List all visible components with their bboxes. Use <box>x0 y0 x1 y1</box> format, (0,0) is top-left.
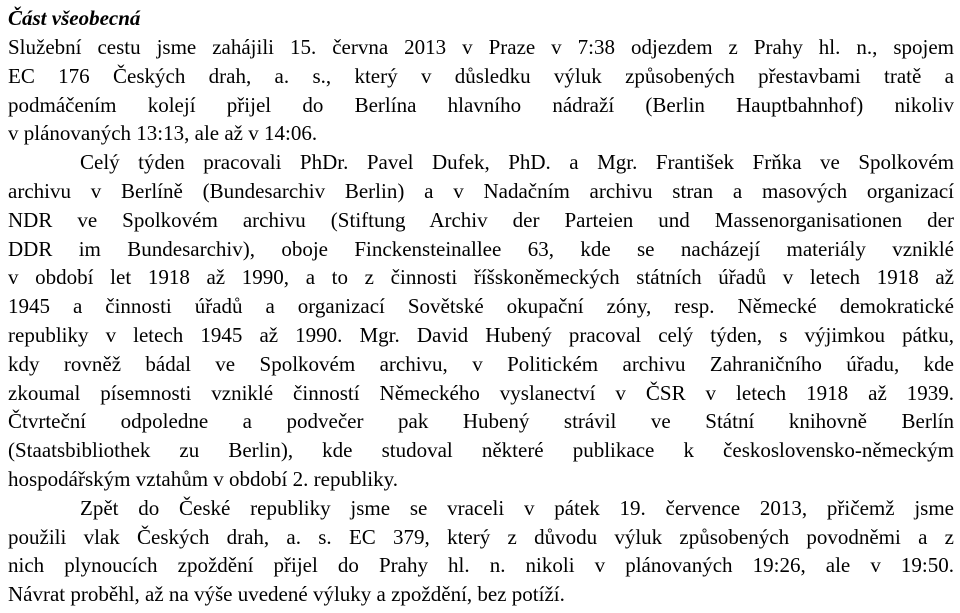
text-line: v období let 1918 až 1990, a to z činnosti říšskoněmeckých státních úřadů v letech 1918 až <box>8 265 954 290</box>
text-line: hospodářským vztahům v období 2. republiky. <box>8 466 399 491</box>
text-line: Celý týden pracovali PhDr. Pavel Dufek, PhD. a Mgr. František Frňka ve Spolkovém <box>80 150 954 175</box>
section-heading: Část všeobecná <box>8 6 141 30</box>
body-text <box>8 33 954 609</box>
text-line: nich plynoucích zpoždění přijel do Prahy hl. n. nikoli v plánovaných 19:26, ale v 19:50. <box>8 553 954 578</box>
text-line: kdy rovněž bádal ve Spolkovém archivu, v Politickém archivu Zahraničního úřadu, kde <box>8 351 954 376</box>
text-line: NDR ve Spolkovém archivu (Stiftung Archiv der Parteien und Massenorganisationen der <box>8 207 954 232</box>
text-line: Zpět do České republiky jsme se vraceli v pátek 19. července 2013, přičemž jsme <box>80 495 954 520</box>
text-line: EC 176 Českých drah, a. s., který v důsledku výluk způsobených přestavbami tratě a <box>8 63 954 88</box>
text-line: Čtvrteční odpoledne a podvečer pak Hubený strávil ve Státní knihovně Berlín <box>8 409 954 434</box>
text-line: použili vlak Českých drah, a. s. EC 379, který z důvodu výluk způsobených povodněmi a z <box>8 524 954 549</box>
text-line: archivu v Berlíně (Bundesarchiv Berlin) a v Nadačním archivu stran a masových organizací <box>8 178 954 203</box>
text-line: republiky v letech 1945 až 1990. Mgr. David Hubený pracoval celý týden, s výjimkou pátku, <box>8 322 954 347</box>
text-line: podmáčením kolejí přijel do Berlína hlavního nádraží (Berlin Hauptbahnhof) nikoliv <box>8 92 954 117</box>
document-page <box>8 3 954 609</box>
text-line: v plánovaných 13:13, ale až v 14:06. <box>8 121 318 146</box>
text-line: Služební cestu jsme zahájili 15. června 2013 v Praze v 7:38 odjezdem z Prahy hl. n., spojem <box>8 35 954 59</box>
text-line: DDR im Bundesarchiv), oboje Finckensteinallee 63, kde se nacházejí materiály vzniklé <box>8 236 954 261</box>
text-line: Návrat proběhl, až na výše uvedené výluky a zpoždění, bez potíží. <box>8 582 565 607</box>
text-line: (Staatsbibliothek zu Berlin), kde studoval některé publikace k československo-německým <box>8 438 954 463</box>
text-line: 1945 a činnosti úřadů a organizací Sovětské okupační zóny, resp. Německé demokratické <box>8 294 954 319</box>
text-line: zkoumal písemnosti vzniklé činností Německého vyslanectví v ČSR v letech 1918 až 1939. <box>8 380 954 405</box>
